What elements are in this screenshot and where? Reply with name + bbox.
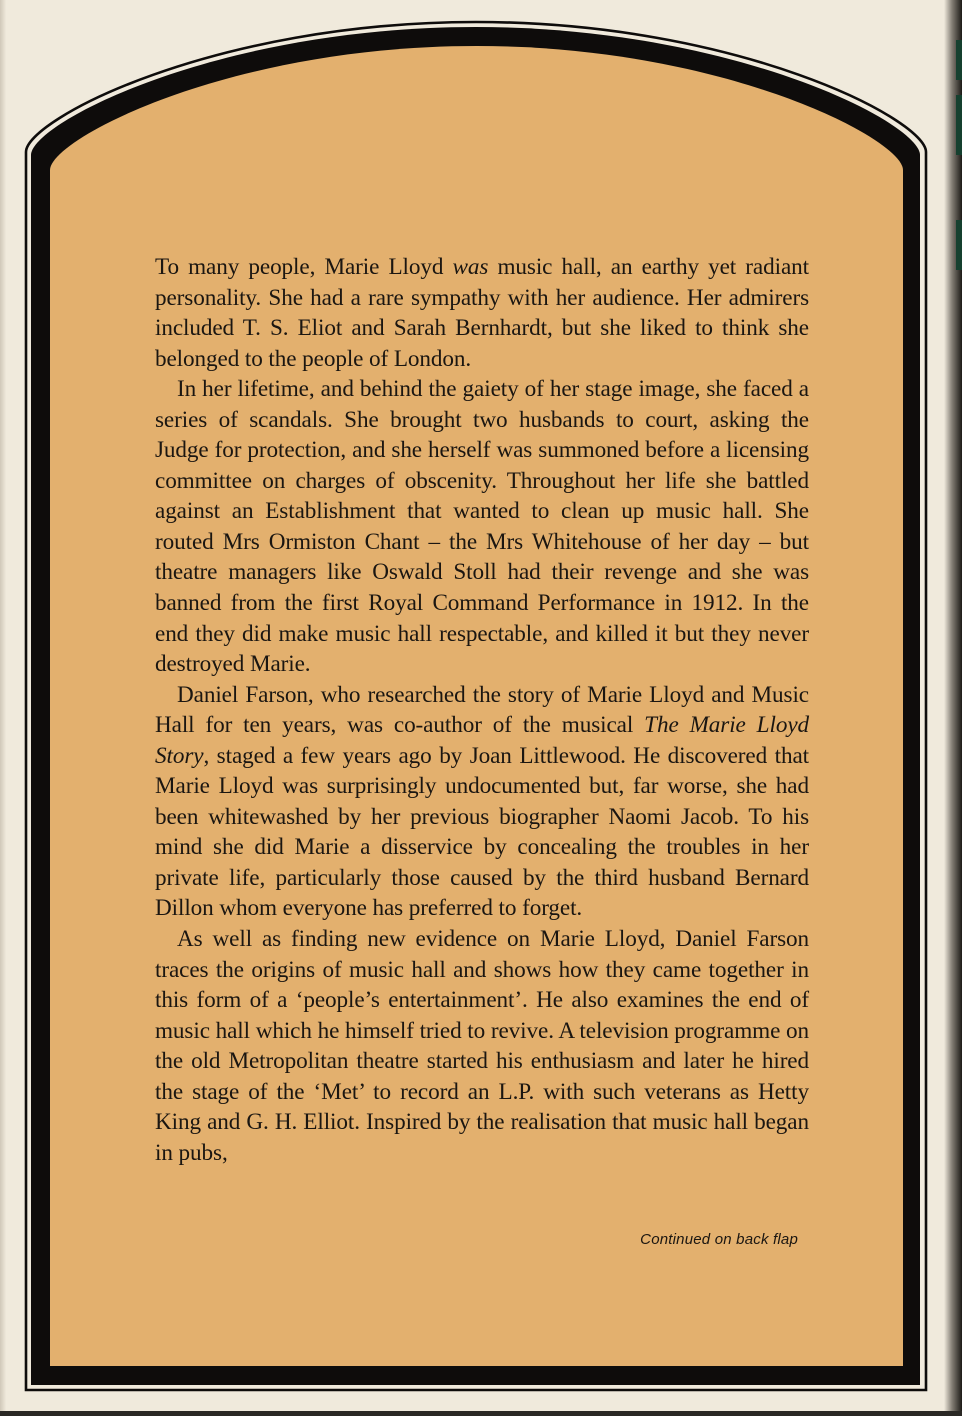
book-title: The Marie Lloyd Story bbox=[155, 712, 810, 769]
blurb-text bbox=[155, 252, 809, 1168]
jacket-bottom-edge bbox=[0, 1411, 962, 1416]
emphasis: was bbox=[452, 254, 489, 280]
continued-note: Continued on back flap bbox=[640, 1231, 798, 1248]
spine-fragment bbox=[956, 220, 962, 270]
spine-fragment bbox=[956, 40, 962, 80]
spine-fragment bbox=[956, 95, 962, 155]
blurb-paragraph: As well as finding new evidence on Marie Lloyd, Daniel Farson traces the origins of music hall and shows how they came together in this form of a ‘people’s entertainment’. He also examines the end of music hall which he himself tried to revive. A television programme on the old Metropolitan theatre started his enthusiasm and later he hired the stage of the ‘Met’ to record an L.P. with such veterans as Hetty King and G. H. Elliot. Inspired by the realisation that music hall began in pubs, bbox=[155, 926, 809, 1166]
blurb-paragraph: To many people, Marie Lloyd was music hall, an earthy yet radiant personality. She had a rare sympathy with her audience. Her admirers included T. S. Eliot and Sarah Bernhardt, but she liked to think she belonged to the people of London. bbox=[155, 254, 809, 372]
blurb-paragraph: In her lifetime, and behind the gaiety of her stage image, she faced a series of scandals. She brought two husbands to court, asking the Judge for protection, and she herself was summoned before a licensing committee on charges of obscenity. Throughout her life she battled against an Establishment that wanted to clean up music hall. She routed Mrs Ormiston Chant – the Mrs Whitehouse of her day – but theatre managers like Oswald Stoll had their revenge and she was banned from the first Royal Command Performance in 1912. In the end they did make music hall respectable, and killed it but they never destroyed Marie. bbox=[155, 376, 809, 678]
blurb-paragraph: Daniel Farson, who researched the story of Marie Lloyd and Music Hall for ten years, was co-author of the musical The Marie Lloyd Story, staged a few years ago by Joan Littlewood. He discovered that Marie Lloyd was surprisingly undocumented but, far worse, she had been whitewashed by her previous biographer Naomi Jacob. To his mind she did Marie a disservice by concealing the troubles in her private life, particularly those caused by the third husband Bernard Dillon whom everyone has preferred to forget. bbox=[155, 681, 810, 922]
spine-shadow bbox=[944, 0, 962, 1416]
